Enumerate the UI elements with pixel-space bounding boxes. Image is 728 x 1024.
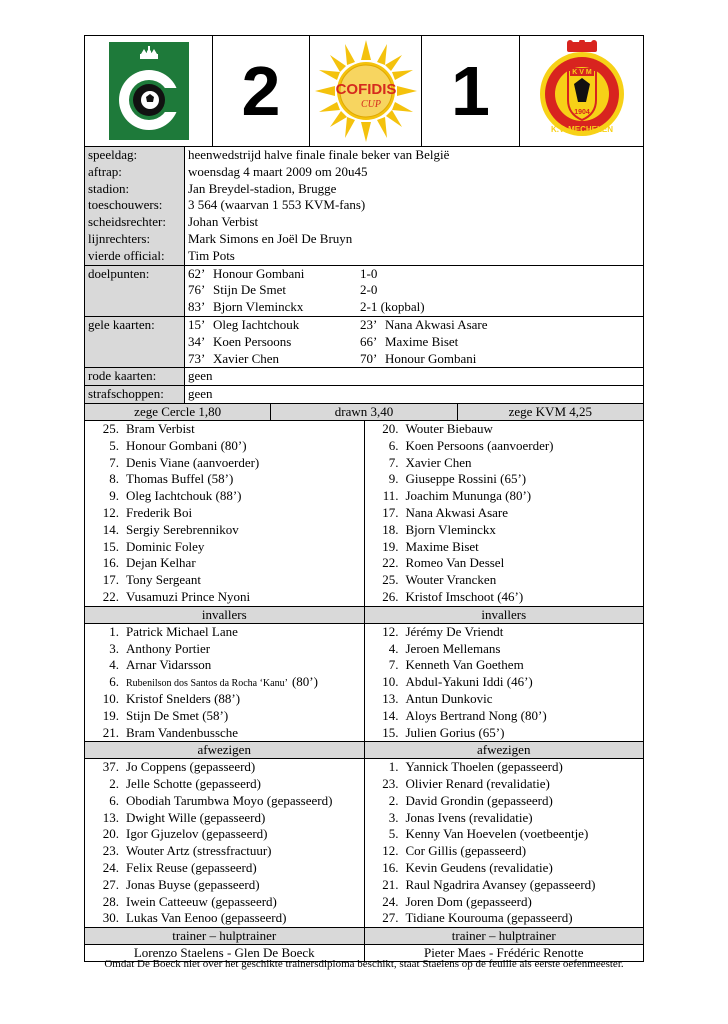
shirt-number: 4. (388, 640, 399, 656)
info-value: heenwedstrijd halve finale finale beker van België (188, 147, 450, 162)
player-name: Julien Gorius (65’) (405, 724, 505, 740)
absentees (85, 758, 643, 927)
info-row (85, 197, 643, 214)
player-name: Wouter Biebauw (405, 420, 493, 436)
goal-item (188, 266, 643, 283)
player-name: Antun Dunkovic (405, 690, 493, 706)
player-name: Kevin Geudens (revalidatie) (405, 860, 553, 876)
player-row (85, 674, 364, 691)
shirt-number: 14. (102, 521, 119, 537)
player-name: Dwight Wille (gepasseerd) (126, 809, 266, 825)
shirt-number: 11. (382, 488, 399, 504)
player-name: Joachim Mununga (80’) (405, 488, 532, 504)
player-name: Denis Viane (aanvoerder) (126, 454, 260, 470)
trainer-header-away: trainer – hulptrainer (364, 928, 644, 944)
shirt-number: 7. (388, 454, 399, 470)
shirt-number: 17. (102, 572, 119, 588)
player-name: Koen Persoons (aanvoerder) (405, 437, 554, 453)
kvm-logo-cell (519, 36, 643, 146)
shirt-number: 13. (102, 809, 119, 825)
shirt-number: 23. (102, 843, 119, 859)
player-row (365, 522, 644, 539)
info-value: Mark Simons en Joël De Bruyn (188, 230, 353, 246)
shirt-number: 5. (388, 826, 399, 842)
card-player: Maxime Biset (385, 333, 459, 349)
goal-player: Stijn De Smet (213, 282, 286, 298)
shirt-number: 12. (102, 504, 119, 520)
shirt-number: 19. (382, 538, 399, 554)
shirt-number: 4. (109, 657, 119, 673)
info-label: speeldag: (85, 147, 185, 164)
player-row (365, 910, 644, 927)
trainer-header-home: trainer – hulptrainer (172, 928, 277, 944)
info-row (85, 147, 643, 164)
shirt-number: 5. (109, 437, 119, 453)
penalties-value: geen (188, 386, 213, 402)
goal-score: 2-1 (kopbal) (360, 299, 425, 315)
subs-away (364, 624, 644, 742)
shirt-number: 12. (382, 623, 399, 639)
info-label: lijnrechters: (85, 231, 185, 248)
card-item (188, 317, 643, 334)
player-row (85, 894, 364, 911)
player-row (365, 421, 644, 438)
player-row (85, 539, 364, 556)
goal-score: 1-0 (360, 265, 378, 281)
cup-logo-cell (309, 36, 421, 146)
goal-score: 2-0 (360, 282, 378, 298)
player-name: Wouter Artz (stressfractuur) (126, 843, 272, 859)
cup-logo-text: COFIDIS (335, 81, 396, 98)
player-row (85, 641, 364, 658)
player-name: Olivier Renard (revalidatie) (405, 776, 550, 792)
player-row (365, 657, 644, 674)
player-name: Vusamuzi Prince Nyoni (126, 588, 251, 604)
absent-away (364, 759, 644, 927)
shirt-number: 25. (102, 420, 119, 436)
shirt-number: 9. (109, 488, 119, 504)
player-name: Anthony Portier (126, 640, 211, 656)
red-cards-row (85, 367, 643, 385)
kvm-logo-year: 1904 (573, 109, 590, 116)
player-row (85, 826, 364, 843)
shirt-number: 3. (388, 809, 399, 825)
player-row (85, 793, 364, 810)
player-name: Cor Gillis (gepasseerd) (405, 843, 527, 859)
substitution-minute: (80’) (291, 674, 318, 690)
player-row (85, 691, 364, 708)
player-name: Tony Sergeant (126, 572, 202, 588)
player-name: Sergiy Serebrennikov (126, 521, 239, 537)
shirt-number: 2. (388, 792, 399, 808)
red-cards-label: rode kaarten: (85, 368, 185, 385)
player-row (365, 843, 644, 860)
card-item (188, 351, 643, 368)
player-row (365, 776, 644, 793)
shirt-number: 21. (382, 876, 399, 892)
cercle-logo-cell (85, 36, 212, 146)
shirt-number: 28. (102, 893, 119, 909)
player-row (85, 488, 364, 505)
info-row (85, 231, 643, 248)
player-row (365, 438, 644, 455)
goal-item (188, 282, 643, 299)
player-name: Igor Gjuzelov (gepasseerd) (126, 826, 268, 842)
player-row (85, 708, 364, 725)
player-row (85, 455, 364, 472)
home-score: 2 (241, 52, 281, 130)
player-name: Nana Akwasi Asare (405, 504, 509, 520)
away-score: 1 (451, 52, 490, 130)
player-row (365, 589, 644, 606)
shirt-number: 25. (382, 572, 399, 588)
player-name: Lukas Van Eenoo (gepasseerd) (126, 910, 287, 926)
cup-logo-subtext: CUP (360, 99, 381, 110)
player-name: Jo Coppens (gepasseerd) (126, 759, 256, 775)
shirt-number: 13. (382, 690, 399, 706)
player-row (365, 793, 644, 810)
goal-player: Honour Gombani (213, 265, 305, 281)
shirt-number: 15. (102, 538, 119, 554)
trainer-header (85, 927, 643, 944)
shirt-number: 18. (382, 521, 399, 537)
absent-home (85, 759, 364, 927)
card-player: Koen Persoons (213, 333, 292, 349)
shirt-number: 10. (102, 690, 119, 706)
goal-item (188, 299, 643, 316)
shirt-number: 6. (109, 674, 119, 690)
player-row (85, 589, 364, 606)
player-row (85, 505, 364, 522)
card-player: Nana Akwasi Asare (385, 316, 488, 332)
shirt-number: 1. (388, 759, 399, 775)
info-label: vierde official: (85, 248, 185, 265)
player-name: Jonas Buyse (gepasseerd) (126, 876, 260, 892)
player-row (85, 438, 364, 455)
shirt-number: 7. (388, 657, 399, 673)
lineup-away (364, 421, 644, 606)
player-row (85, 910, 364, 927)
player-row (365, 455, 644, 472)
shirt-number: 30. (102, 910, 119, 926)
footnote: Omdat De Boeck niet over het geschikte trainersdiploma beschikt, staat Staelens op de feuille als eerste oefenmeester. (104, 958, 624, 970)
card-minute: 66’ (360, 333, 378, 349)
player-name: Dejan Kelhar (126, 555, 196, 571)
player-name: Jeroen Mellemans (405, 640, 501, 656)
substitutes (85, 623, 643, 742)
player-name: Oleg Iachtchouk (88’) (126, 488, 242, 504)
score-header (85, 36, 643, 147)
shirt-number: 21. (102, 724, 119, 740)
info-row (85, 181, 643, 198)
player-name: Arnar Vidarsson (126, 657, 212, 673)
card-player: Honour Gombani (385, 350, 477, 366)
player-name: Romeo Van Dessel (405, 555, 505, 571)
player-name: Frederik Boi (126, 504, 193, 520)
shirt-number: 24. (102, 860, 119, 876)
trainer-away: Pieter Maes - Frédéric Renotte (364, 945, 644, 961)
player-row (365, 674, 644, 691)
info-label: stadion: (85, 181, 185, 198)
goals-section (85, 265, 643, 316)
player-name: Jelle Schotte (gepasseerd) (126, 776, 262, 792)
goals-label: doelpunten: (85, 266, 185, 316)
shirt-number: 2. (109, 776, 119, 792)
shirt-number: 24. (382, 893, 399, 909)
player-name: Abdul-Yakuni Iddi (46’) (405, 674, 533, 690)
player-row (85, 860, 364, 877)
lineup-home (85, 421, 364, 606)
info-label: aftrap: (85, 164, 185, 181)
player-row (85, 421, 364, 438)
player-row (85, 877, 364, 894)
player-name: Bram Vandenbussche (126, 724, 239, 740)
cofidis-cup-logo (313, 38, 419, 144)
card-minute: 73’ (188, 350, 206, 366)
shirt-number: 26. (382, 588, 399, 604)
player-name: Raul Ngadrira Avansey (gepasseerd) (405, 876, 596, 892)
player-row (365, 641, 644, 658)
shirt-number: 1. (109, 623, 119, 639)
player-name: Aloys Bertrand Nong (80’) (405, 707, 547, 723)
info-label: toeschouwers: (85, 197, 185, 214)
player-name: Honour Gombani (80’) (126, 437, 247, 453)
shirt-number: 9. (388, 471, 399, 487)
player-name: Wouter Vrancken (405, 572, 497, 588)
player-row (85, 843, 364, 860)
player-name: Thomas Buffel (58’) (126, 471, 234, 487)
player-row (365, 505, 644, 522)
match-info (85, 147, 643, 403)
player-row (365, 759, 644, 776)
subs-header-home: invallers (201, 606, 247, 622)
trainer-home: Lorenzo Staelens - Glen De Boeck (133, 945, 315, 961)
card-minute: 34’ (188, 333, 206, 349)
goals-list (185, 266, 643, 316)
shirt-number: 16. (382, 860, 399, 876)
player-row (365, 826, 644, 843)
info-value: woensdag 4 maart 2009 om 20u45 (188, 163, 368, 179)
absent-header-away: afwezigen (364, 742, 644, 758)
kvm-logo-top-text: K V M (571, 69, 592, 76)
info-value: 3 564 (waarvan 1 553 KVM-fans) (188, 197, 366, 213)
player-name: Bjorn Vleminckx (405, 521, 496, 537)
player-name: Jonas Ivens (revalidatie) (405, 809, 533, 825)
player-name: Kenny Van Hoevelen (voetbeentje) (405, 826, 589, 842)
shirt-number: 6. (109, 792, 119, 808)
shirt-number: 22. (102, 588, 119, 604)
kvm-logo-name: K.V. MECHELEN (550, 125, 613, 134)
player-row (85, 555, 364, 572)
penalties-label: strafschoppen: (85, 386, 185, 403)
lineups (85, 420, 643, 606)
odds-home: zege Cercle 1,80 (134, 403, 222, 419)
player-row (365, 624, 644, 641)
yellow-cards-label: gele kaarten: (85, 317, 185, 367)
info-value: Johan Verbist (188, 214, 259, 230)
penalties-row (85, 385, 643, 403)
player-name: Felix Reuse (gepasseerd) (126, 860, 257, 876)
player-row (365, 877, 644, 894)
shirt-number: 7. (109, 454, 119, 470)
card-minute: 15’ (188, 316, 206, 332)
goal-minute: 76’ (188, 282, 206, 298)
player-name: Xavier Chen (405, 454, 472, 470)
card-minute: 70’ (360, 350, 378, 366)
player-name: Bram Verbist (126, 420, 195, 436)
shirt-number: 27. (102, 876, 119, 892)
player-row (365, 708, 644, 725)
shirt-number: 27. (382, 910, 399, 926)
info-label: scheidsrechter: (85, 214, 185, 231)
player-name: Patrick Michael Lane (126, 623, 238, 639)
player-name: Rubenilson dos Santos da Rocha ‘Kanu’ (126, 678, 288, 690)
shirt-number: 23. (382, 776, 399, 792)
player-name: Dominic Foley (126, 538, 205, 554)
shirt-number: 6. (388, 437, 399, 453)
player-row (85, 522, 364, 539)
shirt-number: 17. (382, 504, 399, 520)
shirt-number: 20. (102, 826, 119, 842)
player-name: Stijn De Smet (58’) (126, 707, 229, 723)
player-row (85, 725, 364, 742)
player-name: Obodiah Tarumbwa Moyo (gepasseerd) (126, 792, 333, 808)
odds-row (85, 403, 643, 420)
player-row (365, 555, 644, 572)
player-row (365, 488, 644, 505)
yellow-cards-list (185, 317, 643, 367)
red-cards-value: geen (188, 368, 213, 384)
odds-draw: drawn 3,40 (270, 404, 456, 420)
card-player: Xavier Chen (213, 350, 280, 366)
player-name: Yannick Thoelen (gepasseerd) (405, 759, 563, 775)
info-row (85, 214, 643, 231)
shirt-number: 22. (382, 555, 399, 571)
card-minute: 23’ (360, 316, 378, 332)
player-row (365, 691, 644, 708)
player-name: Joren Dom (gepasseerd) (405, 893, 532, 909)
player-row (85, 759, 364, 776)
home-score-cell (212, 36, 309, 146)
player-row (85, 624, 364, 641)
shirt-number: 10. (382, 674, 399, 690)
player-row (85, 810, 364, 827)
player-row (365, 725, 644, 742)
player-row (365, 860, 644, 877)
shirt-number: 12. (382, 843, 399, 859)
player-row (365, 539, 644, 556)
shirt-number: 37. (102, 759, 119, 775)
subs-header-away: invallers (364, 607, 644, 623)
absent-header (85, 741, 643, 758)
player-name: Jérémy De Vriendt (405, 623, 504, 639)
goal-player: Bjorn Vleminckx (213, 299, 304, 315)
odds-away: zege KVM 4,25 (457, 404, 643, 420)
info-row (85, 248, 643, 265)
shirt-number: 8. (109, 471, 119, 487)
kv-mechelen-logo (534, 40, 630, 142)
player-row (365, 572, 644, 589)
subs-header (85, 606, 643, 623)
player-row (85, 572, 364, 589)
absent-header-home: afwezigen (197, 742, 251, 758)
info-row (85, 164, 643, 181)
player-name: Maxime Biset (405, 538, 479, 554)
player-row (365, 894, 644, 911)
shirt-number: 14. (382, 707, 399, 723)
player-row (85, 657, 364, 674)
player-name: Iwein Catteeuw (gepasseerd) (126, 893, 277, 909)
info-value: Tim Pots (188, 247, 235, 263)
goal-minute: 83’ (188, 299, 206, 315)
player-name: David Grondin (gepasseerd) (405, 792, 553, 808)
subs-home (85, 624, 364, 742)
shirt-number: 19. (102, 707, 119, 723)
player-name: Kristof Snelders (88’) (126, 690, 241, 706)
player-row (365, 810, 644, 827)
player-name: Kenneth Van Goethem (405, 657, 524, 673)
player-name: Kristof Imschoot (46’) (405, 588, 524, 604)
shirt-number: 20. (382, 420, 399, 436)
shirt-number: 16. (102, 555, 119, 571)
player-name: Giuseppe Rossini (65’) (405, 471, 527, 487)
yellow-cards-section (85, 316, 643, 367)
shirt-number: 3. (109, 640, 119, 656)
shirt-number: 15. (382, 724, 399, 740)
player-row (85, 776, 364, 793)
info-value: Jan Breydel-stadion, Brugge (188, 180, 337, 196)
player-name: Tidiane Kourouma (gepasseerd) (405, 910, 573, 926)
cercle-brugge-logo (109, 42, 189, 140)
card-item (188, 334, 643, 351)
player-row (365, 471, 644, 488)
away-score-cell (421, 36, 519, 146)
player-row (85, 471, 364, 488)
match-sheet (84, 35, 644, 962)
card-player: Oleg Iachtchouk (213, 316, 300, 332)
goal-minute: 62’ (188, 265, 206, 281)
